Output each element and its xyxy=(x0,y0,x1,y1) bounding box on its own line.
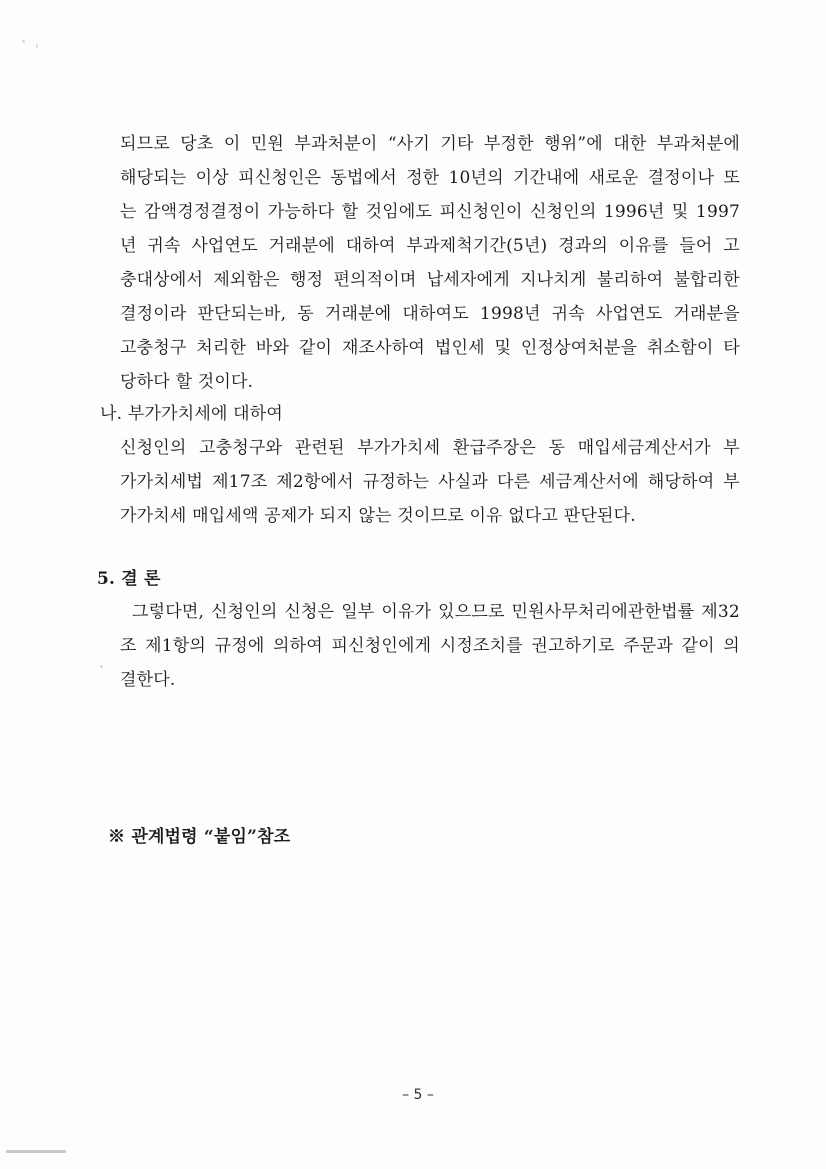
body-line: 당하다 할 것이다. xyxy=(120,372,254,392)
scan-speck xyxy=(100,665,103,668)
body-line: 결한다. xyxy=(120,670,176,690)
reference-note: ※ 관계법령 “붙임”참조 xyxy=(108,827,291,847)
body-line: 가가치세법 제17조 제2항에서 규정하는 사실과 다른 세금계산서에 해당하여 부 xyxy=(120,472,740,492)
body-line: 신청인의 고충청구와 관련된 부가가치세 환급주장은 동 매입세금계산서가 부 xyxy=(120,438,740,458)
page-number: – 5 – xyxy=(402,1087,434,1103)
body-line: 그렇다면, 신청인의 신청은 일부 이유가 있으므로 민원사무처리에관한법률 제32 xyxy=(132,602,740,622)
scan-speck xyxy=(22,40,25,43)
body-line: 충대상에서 제외함은 행정 편의적이며 납세자에게 지나치게 불리하여 불합리한 xyxy=(120,270,740,290)
body-line: 결정이라 판단되는바, 동 거래분에 대하여도 1998년 귀속 사업연도 거래분을 xyxy=(120,304,740,324)
scan-speck xyxy=(36,44,38,48)
body-line: 고충청구 처리한 바와 같이 재조사하여 법인세 및 인정상여처분을 취소함이 타 xyxy=(120,338,740,358)
section-heading: 나. 부가가치세에 대하여 xyxy=(100,404,284,424)
body-line: 조 제1항의 규정에 의하여 피신청인에게 시정조치를 권고하기로 주문과 같이 의 xyxy=(120,636,740,656)
body-line: 가가치세 매입세액 공제가 되지 않는 것이므로 이유 없다고 판단된다. xyxy=(120,506,636,526)
body-line: 되므로 당초 이 민원 부과처분이 “사기 기타 부정한 행위”에 대한 부과처분에 xyxy=(120,134,740,154)
scan-shadow xyxy=(6,1150,66,1153)
body-line: 는 감액경정결정이 가능하다 할 것임에도 피신청인이 신청인의 1996년 및 1997 xyxy=(120,202,740,222)
section-heading: 5. 결 론 xyxy=(97,569,161,589)
body-line: 해당되는 이상 피신청인은 동법에서 정한 10년의 기간내에 새로운 결정이나 또 xyxy=(120,168,740,188)
body-line: 년 귀속 사업연도 거래분에 대하여 부과제척기간(5년) 경과의 이유를 들어 고 xyxy=(120,236,740,256)
